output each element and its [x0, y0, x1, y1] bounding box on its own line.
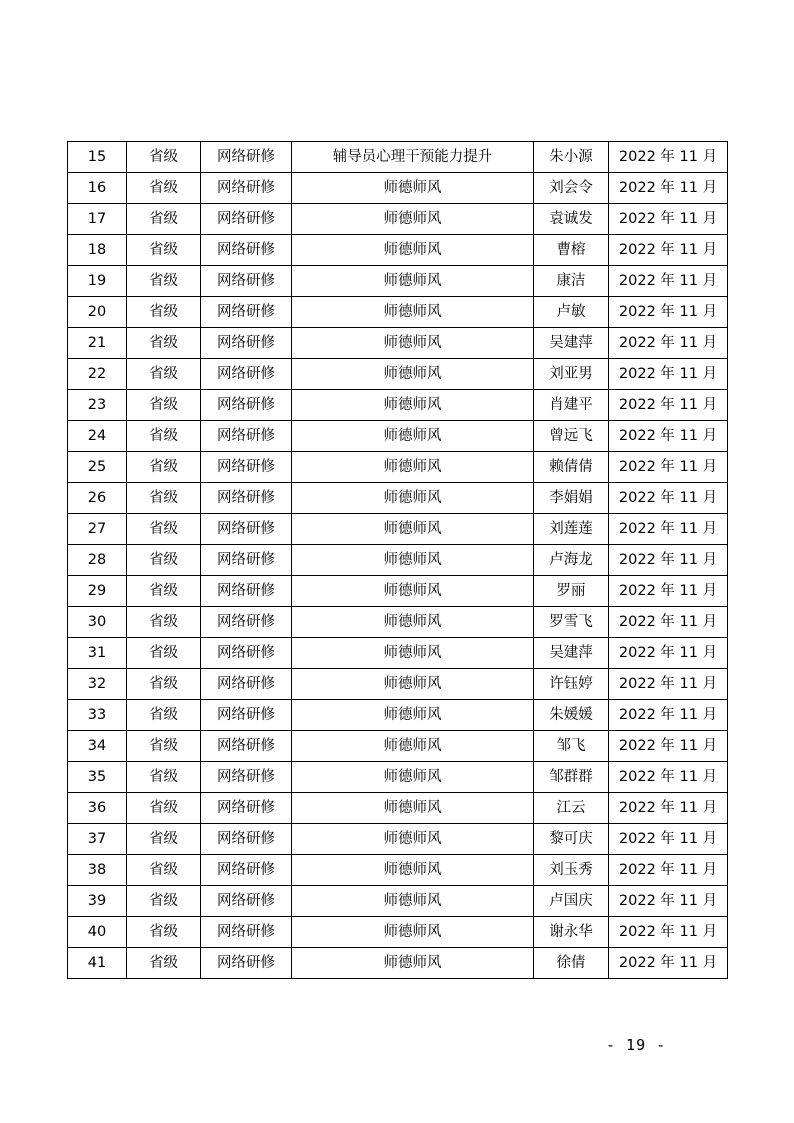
cell-training-topic: 师德师风 [292, 235, 534, 266]
cell-date: 2022 年 11 月 [609, 762, 728, 793]
cell-serial-number: 24 [68, 421, 127, 452]
cell-level: 省级 [127, 204, 201, 235]
cell-trainee-name: 袁诚发 [534, 204, 609, 235]
cell-serial-number: 39 [68, 886, 127, 917]
table-row [68, 142, 728, 173]
cell-serial-number: 18 [68, 235, 127, 266]
cell-level: 省级 [127, 824, 201, 855]
cell-serial-number: 28 [68, 545, 127, 576]
cell-date: 2022 年 11 月 [609, 235, 728, 266]
page-number: - 19 - [606, 1036, 667, 1054]
cell-training-form: 网络研修 [201, 576, 292, 607]
cell-level: 省级 [127, 669, 201, 700]
cell-training-topic: 师德师风 [292, 328, 534, 359]
cell-training-form: 网络研修 [201, 297, 292, 328]
cell-serial-number: 30 [68, 607, 127, 638]
table-row [68, 328, 728, 359]
table-row [68, 173, 728, 204]
cell-serial-number: 31 [68, 638, 127, 669]
cell-training-topic: 师德师风 [292, 266, 534, 297]
cell-training-topic: 师德师风 [292, 917, 534, 948]
cell-serial-number: 33 [68, 700, 127, 731]
cell-training-topic: 师德师风 [292, 948, 534, 979]
cell-level: 省级 [127, 421, 201, 452]
cell-trainee-name: 朱小源 [534, 142, 609, 173]
cell-trainee-name: 康洁 [534, 266, 609, 297]
table-row [68, 421, 728, 452]
cell-training-form: 网络研修 [201, 328, 292, 359]
cell-training-form: 网络研修 [201, 762, 292, 793]
cell-serial-number: 38 [68, 855, 127, 886]
cell-date: 2022 年 11 月 [609, 452, 728, 483]
table-row [68, 266, 728, 297]
cell-serial-number: 29 [68, 576, 127, 607]
cell-serial-number: 21 [68, 328, 127, 359]
cell-level: 省级 [127, 173, 201, 204]
cell-serial-number: 22 [68, 359, 127, 390]
cell-training-form: 网络研修 [201, 142, 292, 173]
cell-trainee-name: 刘莲莲 [534, 514, 609, 545]
cell-trainee-name: 刘玉秀 [534, 855, 609, 886]
cell-level: 省级 [127, 855, 201, 886]
cell-training-form: 网络研修 [201, 514, 292, 545]
cell-date: 2022 年 11 月 [609, 514, 728, 545]
cell-trainee-name: 卢国庆 [534, 886, 609, 917]
table-row [68, 452, 728, 483]
cell-training-topic: 师德师风 [292, 297, 534, 328]
table-row [68, 390, 728, 421]
cell-trainee-name: 刘会令 [534, 173, 609, 204]
cell-date: 2022 年 11 月 [609, 886, 728, 917]
table-row [68, 731, 728, 762]
cell-date: 2022 年 11 月 [609, 173, 728, 204]
cell-serial-number: 17 [68, 204, 127, 235]
cell-training-form: 网络研修 [201, 700, 292, 731]
cell-level: 省级 [127, 762, 201, 793]
cell-trainee-name: 谢永华 [534, 917, 609, 948]
cell-trainee-name: 朱媛媛 [534, 700, 609, 731]
cell-serial-number: 40 [68, 917, 127, 948]
cell-training-form: 网络研修 [201, 204, 292, 235]
cell-training-topic: 师德师风 [292, 700, 534, 731]
cell-training-form: 网络研修 [201, 266, 292, 297]
cell-date: 2022 年 11 月 [609, 266, 728, 297]
cell-training-topic: 师德师风 [292, 173, 534, 204]
cell-training-topic: 师德师风 [292, 824, 534, 855]
cell-trainee-name: 徐倩 [534, 948, 609, 979]
cell-date: 2022 年 11 月 [609, 607, 728, 638]
cell-training-form: 网络研修 [201, 421, 292, 452]
table-row [68, 514, 728, 545]
table-row [68, 204, 728, 235]
cell-date: 2022 年 11 月 [609, 142, 728, 173]
cell-training-topic: 师德师风 [292, 576, 534, 607]
cell-training-topic: 师德师风 [292, 731, 534, 762]
cell-training-form: 网络研修 [201, 824, 292, 855]
cell-level: 省级 [127, 948, 201, 979]
cell-training-form: 网络研修 [201, 638, 292, 669]
cell-training-form: 网络研修 [201, 545, 292, 576]
cell-training-topic: 师德师风 [292, 886, 534, 917]
cell-training-topic: 师德师风 [292, 452, 534, 483]
cell-trainee-name: 肖建平 [534, 390, 609, 421]
cell-date: 2022 年 11 月 [609, 483, 728, 514]
cell-level: 省级 [127, 483, 201, 514]
cell-level: 省级 [127, 297, 201, 328]
cell-trainee-name: 卢敏 [534, 297, 609, 328]
cell-training-topic: 师德师风 [292, 855, 534, 886]
training-records-table [67, 141, 728, 979]
cell-training-topic: 辅导员心理干预能力提升 [292, 142, 534, 173]
table-row [68, 793, 728, 824]
cell-level: 省级 [127, 359, 201, 390]
table-row [68, 855, 728, 886]
cell-trainee-name: 李娟娟 [534, 483, 609, 514]
cell-training-topic: 师德师风 [292, 421, 534, 452]
table-row [68, 297, 728, 328]
cell-date: 2022 年 11 月 [609, 793, 728, 824]
cell-trainee-name: 吴建萍 [534, 638, 609, 669]
cell-training-form: 网络研修 [201, 607, 292, 638]
cell-level: 省级 [127, 917, 201, 948]
table-body [68, 142, 728, 979]
table-row [68, 917, 728, 948]
cell-serial-number: 26 [68, 483, 127, 514]
cell-level: 省级 [127, 638, 201, 669]
cell-level: 省级 [127, 514, 201, 545]
cell-date: 2022 年 11 月 [609, 545, 728, 576]
cell-serial-number: 34 [68, 731, 127, 762]
cell-date: 2022 年 11 月 [609, 948, 728, 979]
table-row [68, 576, 728, 607]
cell-serial-number: 35 [68, 762, 127, 793]
cell-serial-number: 19 [68, 266, 127, 297]
table-row [68, 886, 728, 917]
cell-trainee-name: 吴建萍 [534, 328, 609, 359]
cell-training-topic: 师德师风 [292, 545, 534, 576]
table-row [68, 762, 728, 793]
cell-training-topic: 师德师风 [292, 204, 534, 235]
cell-level: 省级 [127, 576, 201, 607]
cell-date: 2022 年 11 月 [609, 824, 728, 855]
cell-trainee-name: 邹飞 [534, 731, 609, 762]
cell-date: 2022 年 11 月 [609, 731, 728, 762]
table-row [68, 359, 728, 390]
cell-training-form: 网络研修 [201, 452, 292, 483]
training-records-table-container [67, 141, 727, 979]
cell-training-form: 网络研修 [201, 948, 292, 979]
cell-training-form: 网络研修 [201, 359, 292, 390]
cell-trainee-name: 许钰婷 [534, 669, 609, 700]
cell-training-topic: 师德师风 [292, 514, 534, 545]
cell-training-form: 网络研修 [201, 886, 292, 917]
table-row [68, 235, 728, 266]
cell-training-topic: 师德师风 [292, 359, 534, 390]
cell-training-topic: 师德师风 [292, 607, 534, 638]
cell-trainee-name: 曾远飞 [534, 421, 609, 452]
cell-serial-number: 25 [68, 452, 127, 483]
cell-level: 省级 [127, 390, 201, 421]
cell-level: 省级 [127, 235, 201, 266]
cell-serial-number: 32 [68, 669, 127, 700]
cell-trainee-name: 江云 [534, 793, 609, 824]
cell-level: 省级 [127, 731, 201, 762]
cell-level: 省级 [127, 452, 201, 483]
cell-serial-number: 20 [68, 297, 127, 328]
cell-serial-number: 16 [68, 173, 127, 204]
cell-training-form: 网络研修 [201, 669, 292, 700]
cell-date: 2022 年 11 月 [609, 359, 728, 390]
cell-date: 2022 年 11 月 [609, 204, 728, 235]
cell-training-form: 网络研修 [201, 917, 292, 948]
cell-serial-number: 27 [68, 514, 127, 545]
cell-training-form: 网络研修 [201, 235, 292, 266]
table-row [68, 824, 728, 855]
cell-trainee-name: 卢海龙 [534, 545, 609, 576]
cell-serial-number: 37 [68, 824, 127, 855]
cell-training-topic: 师德师风 [292, 793, 534, 824]
cell-date: 2022 年 11 月 [609, 576, 728, 607]
cell-training-form: 网络研修 [201, 483, 292, 514]
table-row [68, 545, 728, 576]
cell-date: 2022 年 11 月 [609, 328, 728, 359]
cell-serial-number: 15 [68, 142, 127, 173]
cell-date: 2022 年 11 月 [609, 700, 728, 731]
cell-serial-number: 36 [68, 793, 127, 824]
cell-trainee-name: 罗丽 [534, 576, 609, 607]
cell-level: 省级 [127, 793, 201, 824]
cell-level: 省级 [127, 266, 201, 297]
table-row [68, 948, 728, 979]
cell-training-form: 网络研修 [201, 731, 292, 762]
cell-date: 2022 年 11 月 [609, 855, 728, 886]
cell-trainee-name: 黎可庆 [534, 824, 609, 855]
cell-date: 2022 年 11 月 [609, 917, 728, 948]
cell-date: 2022 年 11 月 [609, 297, 728, 328]
cell-training-topic: 师德师风 [292, 390, 534, 421]
cell-training-topic: 师德师风 [292, 638, 534, 669]
cell-level: 省级 [127, 607, 201, 638]
cell-date: 2022 年 11 月 [609, 390, 728, 421]
cell-trainee-name: 刘亚男 [534, 359, 609, 390]
table-row [68, 483, 728, 514]
cell-serial-number: 41 [68, 948, 127, 979]
cell-level: 省级 [127, 886, 201, 917]
cell-trainee-name: 邹群群 [534, 762, 609, 793]
table-row [68, 607, 728, 638]
cell-training-topic: 师德师风 [292, 762, 534, 793]
cell-training-form: 网络研修 [201, 855, 292, 886]
cell-level: 省级 [127, 142, 201, 173]
cell-trainee-name: 曹榕 [534, 235, 609, 266]
cell-training-form: 网络研修 [201, 173, 292, 204]
cell-date: 2022 年 11 月 [609, 669, 728, 700]
cell-level: 省级 [127, 328, 201, 359]
table-row [68, 700, 728, 731]
cell-level: 省级 [127, 545, 201, 576]
cell-date: 2022 年 11 月 [609, 638, 728, 669]
cell-training-form: 网络研修 [201, 390, 292, 421]
table-row [68, 638, 728, 669]
cell-serial-number: 23 [68, 390, 127, 421]
cell-trainee-name: 赖倩倩 [534, 452, 609, 483]
cell-date: 2022 年 11 月 [609, 421, 728, 452]
cell-training-topic: 师德师风 [292, 669, 534, 700]
cell-training-topic: 师德师风 [292, 483, 534, 514]
cell-training-form: 网络研修 [201, 793, 292, 824]
table-row [68, 669, 728, 700]
cell-level: 省级 [127, 700, 201, 731]
cell-trainee-name: 罗雪飞 [534, 607, 609, 638]
